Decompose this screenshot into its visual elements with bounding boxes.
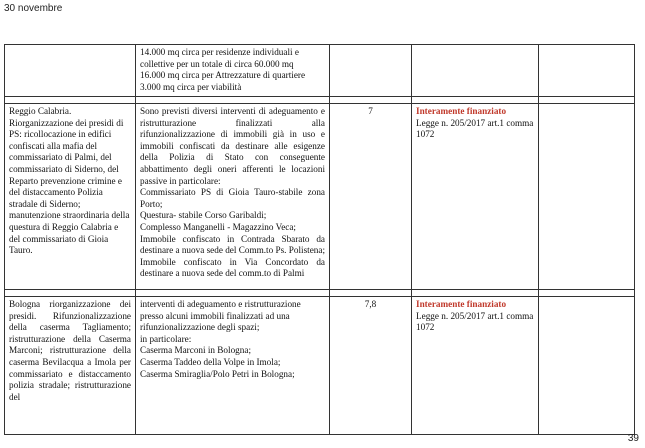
beneficiary-cell xyxy=(5,45,136,97)
description-cell xyxy=(136,297,330,435)
projects-table xyxy=(4,44,635,435)
value-cell: 7 xyxy=(330,104,412,290)
law-reference: Legge n. 205/2017 art.1 comma 1072 xyxy=(416,310,534,333)
spacer-row xyxy=(5,97,635,104)
law-reference: Legge n. 205/2017 art.1 comma 1072 xyxy=(416,117,534,140)
description-line: 14.000 mq circa per residenze individuali e xyxy=(140,47,299,57)
value-cell xyxy=(330,45,412,97)
status-text: Interamente finanziato xyxy=(416,106,507,116)
table-row xyxy=(5,45,635,97)
notes-cell xyxy=(539,104,635,290)
description-line: in particolare: xyxy=(140,333,192,344)
description-line: 3.000 mq circa per viabilità xyxy=(140,81,242,92)
table-row xyxy=(5,297,635,435)
beneficiary-cell: Reggio Calabria. Riorganizzazione dei presidi di PS: ricollocazione in edifici confiscati alla mafia del commissariato di Palmi, del commissariato di Siderno, del Reparto prevenzione crimine e del distaccamento Polizia stradale di Siderno; manutenzione straordinaria della questura di Reggio Calabria e del commissariato di Gioia Tauro. xyxy=(5,104,136,290)
notes-cell xyxy=(539,297,635,435)
status-cell xyxy=(412,297,539,435)
spacer-row xyxy=(5,290,635,297)
description-line: Immobile confiscato in Contrada Sbarato da destinare a nuova sede del Comm.to Ps. Polistena; Immobile confiscato in Via Concordato da destinare a nuova sede del comm.to di Palmi xyxy=(140,233,325,279)
description-line: Complesso Manganelli - Magazzino Veca; xyxy=(140,221,296,232)
description-line: interventi di adeguamento e ristrutturazione presso alcuni immobili finalizzati ad una rifunzionalizzazione degli spazi; xyxy=(140,299,301,333)
value-cell: 7,8 xyxy=(330,297,412,435)
description-line: Caserma Marconi in Bologna; xyxy=(140,345,251,356)
page-date: 30 novembre xyxy=(4,3,63,14)
description-line: Caserma Smiraglia/Polo Petri in Bologna; xyxy=(140,368,295,379)
description-line: 16.000 mq circa per Attrezzature di quartiere xyxy=(140,70,306,81)
notes-cell xyxy=(539,45,635,97)
table-row xyxy=(5,104,635,290)
description-line: Sono previsti diversi interventi di adeguamento e ristrutturazione finalizzati alla rifunzionalizzazione di immobili già in uso e immobili confiscati da destinare alle esigenze della Polizia di Stato con conseguente abbattimento degli oneri afferenti le locazioni passive in particolare: xyxy=(140,106,325,186)
page-number: 39 xyxy=(627,433,639,444)
beneficiary-cell: Bologna riorganizzazione dei presidi. Rifunzionalizzazione della caserma Tagliamento; ristrutturazione della Caserma Marconi; ristrutturazione della caserma Bevilacqua a Imola per commissariato e distaccamento polizia stradale; ristrutturazione del xyxy=(5,297,136,435)
description-line: Commissariato PS di Gioia Tauro-stabile zona Porto; xyxy=(140,187,325,209)
description-line: Caserma Taddeo della Volpe in Imola; xyxy=(140,356,281,367)
description-cell xyxy=(136,45,330,97)
description-cell xyxy=(136,104,330,290)
status-cell xyxy=(412,104,539,290)
status-text: Interamente finanziato xyxy=(416,299,507,309)
description-line: collettive per un totale di circa 60.000 mq xyxy=(140,58,294,69)
description-line: Questura- stabile Corso Garibaldi; xyxy=(140,210,267,221)
status-cell xyxy=(412,45,539,97)
